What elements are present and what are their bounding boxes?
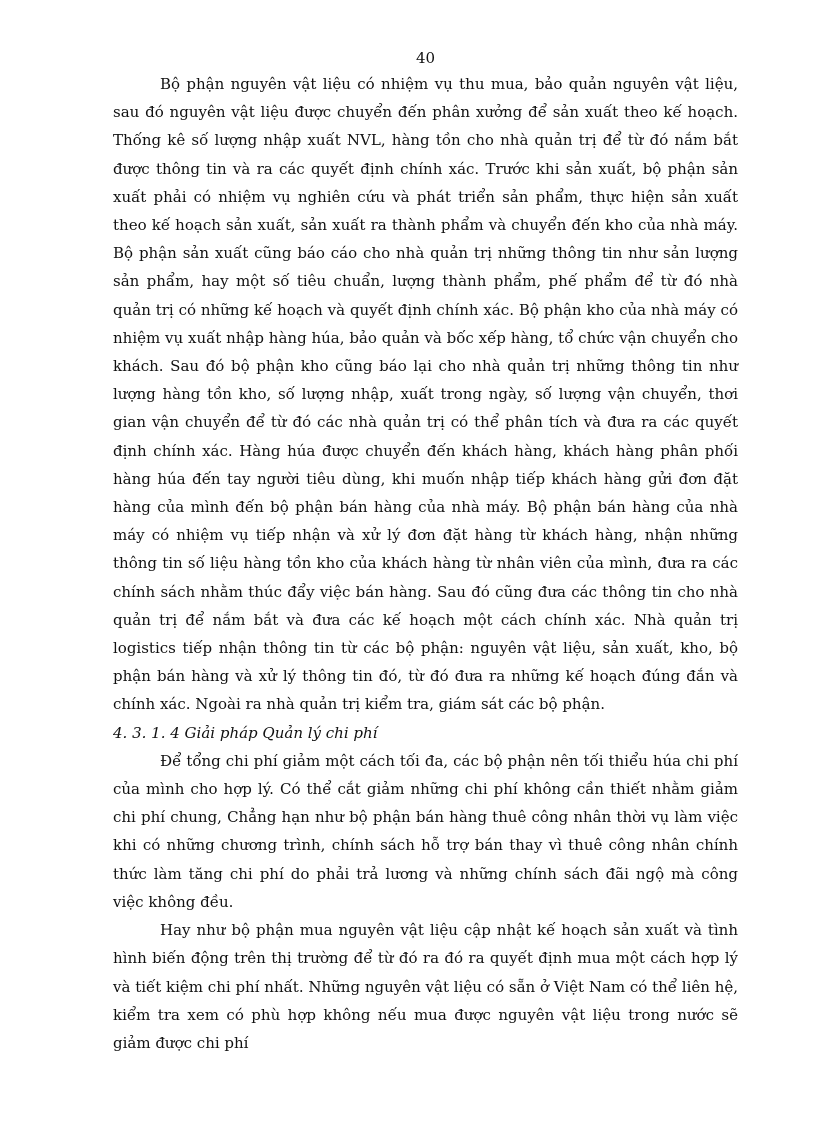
section-heading: 4. 3. 1. 4 Giải pháp Quản lý chi phí [113, 723, 378, 742]
paragraph-material-purchase: Hay như bộ phận mua nguyên vật liệu cập nhật kế hoạch sản xuất và tình hình biến động trên thị trường để từ đó ra đó ra quyết định mua một cách hợp lý và tiết kiệm chi phí nhất. Những nguyên vật liệu có sẵn ở Việt Nam có thể liên hệ, kiểm tra xem có phù hợp không nếu mua được nguyên vật liệu trong nước sẽ giảm được chi phí [113, 921, 738, 1052]
paragraph-material-department: Bộ phận nguyên vật liệu có nhiệm vụ thu mua, bảo quản nguyên vật liệu, sau đó nguyên vật liệu được chuyển đến phân xưởng để sản xuất theo kế hoạch. Thống kê số lượng nhập xuất NVL, hàng tồn cho nhà quản trị để từ đó nắm bắt được thông tin và ra các quyết định chính xác. Trước khi sản xuất, bộ phận sản xuất phải có nhiệm vụ nghiên cứu và phát triển sản phẩm, thực hiện sản xuất theo kế hoạch sản xuất, sản xuất ra thành phẩm và chuyển đến kho của nhà máy. Bộ phận sản xuất cũng báo cáo cho nhà quản trị những thông tin như sản lượng sản phẩm, hay một số tiêu chuẩn, lượng thành phẩm, phế phẩm để từ đó nhà quản trị có những kế hoạch và quyết định chính xác. Bộ phận kho của nhà máy có nhiệm vụ xuất nhập hàng húa, bảo quản và bốc xếp hàng, tổ chức vận chuyển cho khách. Sau đó bộ phận kho cũng báo lại cho nhà quản trị những thông tin như lượng hàng tồn kho, số lượng nhập, xuất trong ngày, số lượng vận chuyển, thơi gian vận chuyển để từ đó các nhà quản trị có thể phân tích và đưa ra các quyết định chính xác. Hàng húa được chuyển đến khách hàng, khách hàng phân phối hàng húa đến tay người tiêu dùng, khi muốn nhập tiếp khách hàng gửi đơn đặt hàng của mình đến bộ phận bán hàng của nhà máy. Bộ phận bán hàng của nhà máy có nhiệm vụ tiếp nhận và xử lý đơn đặt hàng từ khách hàng, nhận những thông tin số liệu hàng tồn kho của khách hàng từ nhân viên của mình, đưa ra các chính sách nhằm thúc đẩy việc bán hàng. Sau đó cũng đưa các thông tin cho nhà quản trị để nắm bắt và đưa các kế hoạch một cách chính xác. Nhà quản trị logistics tiếp nhận thông tin từ các bộ phận: nguyên vật liệu, sản xuất, kho, bộ phận bán hàng và xử lý thông tin đó, từ đó đưa ra những kế hoạch đúng đắn và chính xác. Ngoài ra nhà quản trị kiểm tra, giám sát các bộ phận. [113, 75, 738, 714]
document-page [113, 48, 738, 1057]
page-number: 40 [415, 49, 436, 67]
paragraph-cost-reduction: Để tổng chi phí giảm một cách tối đa, các bộ phận nên tối thiểu húa chi phí của mình cho hợp lý. Có thể cắt giảm những chi phí không cần thiết nhằm giảm chi phí chung, Chẳng hạn như bộ phận bán hàng thuê công nhân thời vụ làm việc khi có những chương trình, chính sách hỗ trợ bán thay vì thuê công nhân chính thức làm tăng chi phí do phải trả lương và những chính sách đãi ngộ mà công việc không đều. [113, 751, 738, 911]
